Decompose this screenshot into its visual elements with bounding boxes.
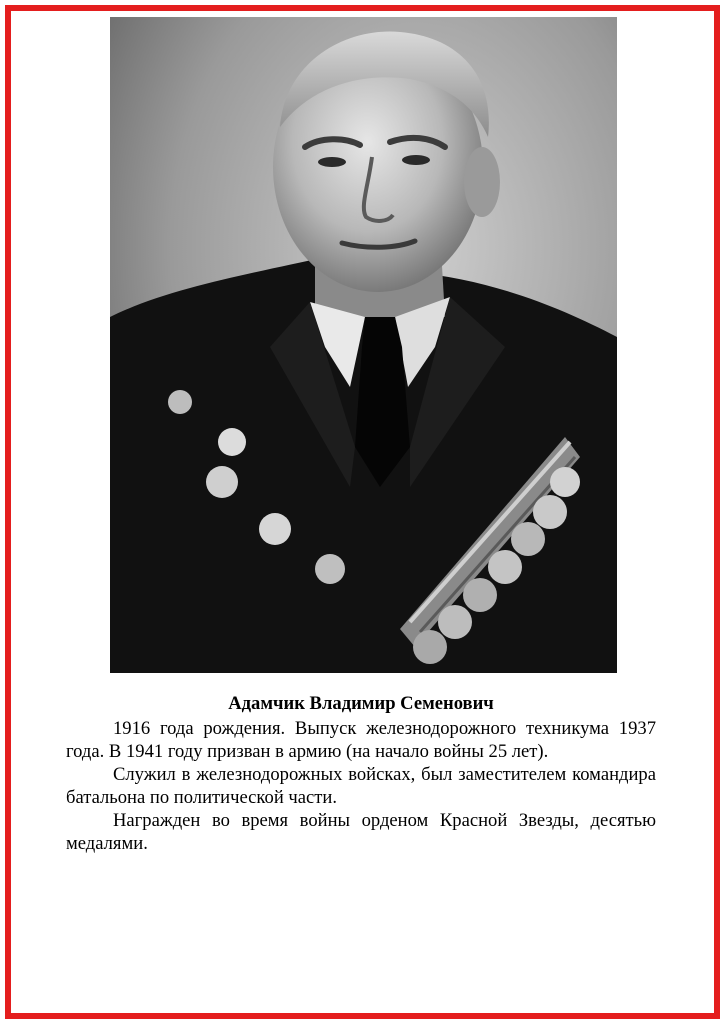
person-name: Адамчик Владимир Семенович: [228, 693, 494, 714]
portrait-photo: [110, 17, 617, 673]
portrait-illustration: [110, 17, 617, 673]
bio-paragraph-2: Служил в железнодорожных войсках, был заместителем командира батальона по политической части.: [66, 764, 656, 808]
biography-text: [66, 692, 656, 855]
bio-paragraph-3: Награжден во время войны орденом Красной Звезды, десятью медалями.: [66, 810, 656, 854]
bio-paragraph-1: 1916 года рождения. Выпуск железнодорожного техникума 1937 года. В 1941 году призван в армию (на начало войны 25 лет).: [66, 718, 656, 762]
